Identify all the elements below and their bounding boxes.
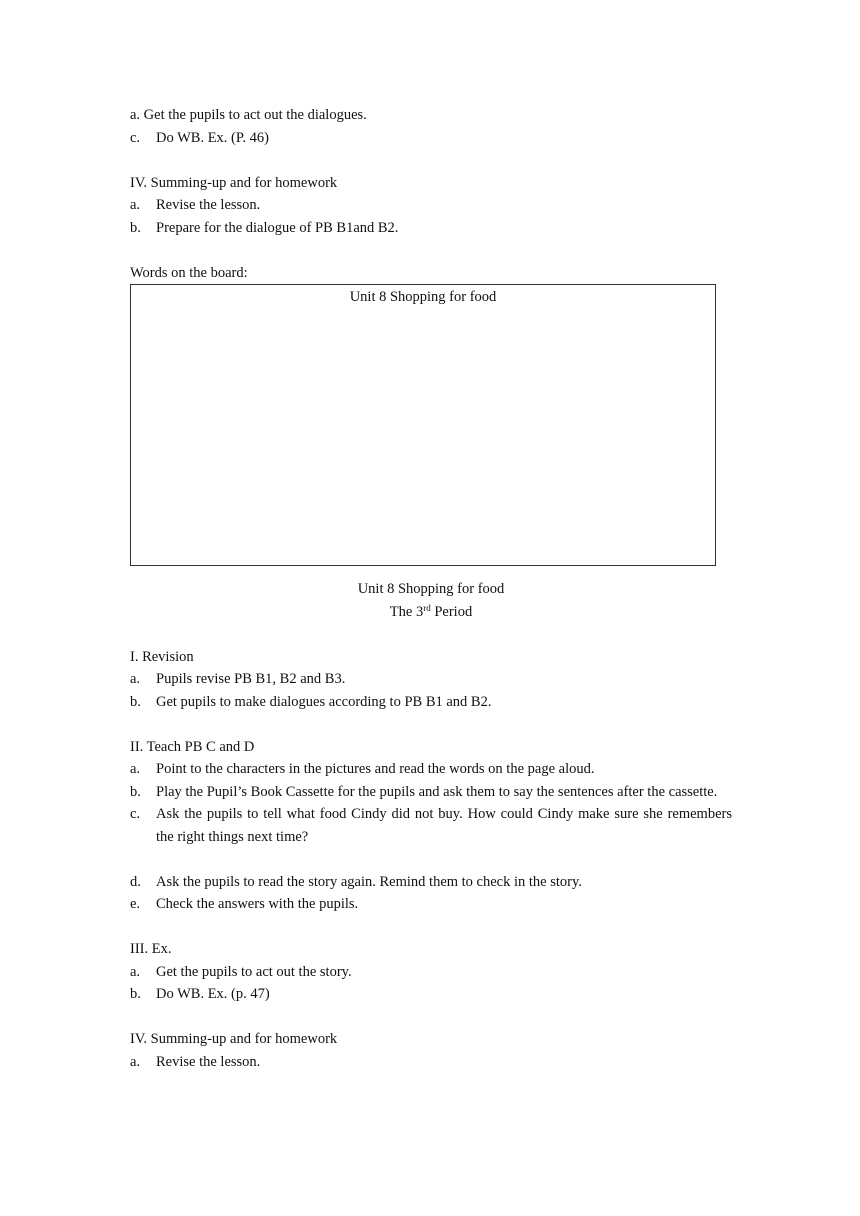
list-marker: a. <box>130 761 141 777</box>
lesson-title: Unit 8 Shopping for food <box>357 581 505 597</box>
list-item <box>130 961 732 984</box>
list-text: Prepare for the dialogue of PB B1and B2. <box>156 219 399 236</box>
list-item <box>130 217 732 240</box>
list-item <box>130 983 732 1006</box>
board-label: Words on the board: <box>130 264 248 281</box>
board-title: Unit 8 Shopping for food <box>349 289 497 305</box>
list-text: Get pupils to make dialogues according to PB B1 and B2. <box>156 693 492 710</box>
list-text: Play the Pupil’s Book Cassette for the pupils and ask them to say the sentences after the cassette. <box>156 783 718 800</box>
section-heading: II. Teach PB C and D <box>130 738 255 755</box>
list-item <box>130 127 732 150</box>
list-marker: b. <box>130 219 141 236</box>
list-text: Do WB. Ex. (p. 47) <box>156 986 270 1002</box>
list-marker: b. <box>130 783 141 800</box>
section-heading: IV. Summing-up and for homework <box>130 1031 338 1047</box>
list-text: Do WB. Ex. (P. 46) <box>156 129 269 146</box>
list-text: Revise the lesson. <box>156 1053 261 1070</box>
section-heading: IV. Summing-up and for homework <box>130 174 338 191</box>
list-marker: b. <box>130 693 141 710</box>
section-heading: III. Ex. <box>130 941 172 957</box>
section-heading: I. Revision <box>130 648 194 665</box>
list-text: Revise the lesson. <box>156 197 261 213</box>
list-item <box>130 893 732 916</box>
list-marker: e. <box>130 896 141 912</box>
list-marker: a. <box>130 671 141 687</box>
list-item <box>130 781 732 804</box>
list-item <box>130 1051 732 1074</box>
list-text: Pupils revise PB B1, B2 and B3. <box>156 671 346 687</box>
list-item <box>130 803 732 848</box>
list-text: Ask the pupils to tell what food Cindy did not buy. How could Cindy make sure she remembers the right things next time? <box>156 806 732 845</box>
list-marker: a. <box>130 197 141 213</box>
list-marker: a. <box>130 1053 141 1070</box>
list-text: Point to the characters in the pictures and read the words on the page aloud. <box>156 761 595 777</box>
list-marker: b. <box>130 986 141 1002</box>
list-item <box>130 758 732 781</box>
list-text: Check the answers with the pupils. <box>156 896 359 912</box>
list-marker: c. <box>130 806 141 822</box>
list-item <box>130 691 732 714</box>
list-marker: d. <box>130 873 141 890</box>
list-text: Get the pupils to act out the story. <box>156 963 352 980</box>
list-item <box>130 194 732 217</box>
lesson-period: The 3rd Period <box>389 602 473 620</box>
blackboard-box <box>130 284 716 566</box>
list-marker: a. <box>130 963 141 980</box>
list-item <box>130 668 732 691</box>
list-item <box>130 871 732 894</box>
act-out-dialogues-line: a. Get the pupils to act out the dialogues. <box>130 107 367 123</box>
list-marker: c. <box>130 129 141 146</box>
document-page <box>130 104 732 1073</box>
list-text: Ask the pupils to read the story again. Remind them to check in the story. <box>156 873 582 890</box>
